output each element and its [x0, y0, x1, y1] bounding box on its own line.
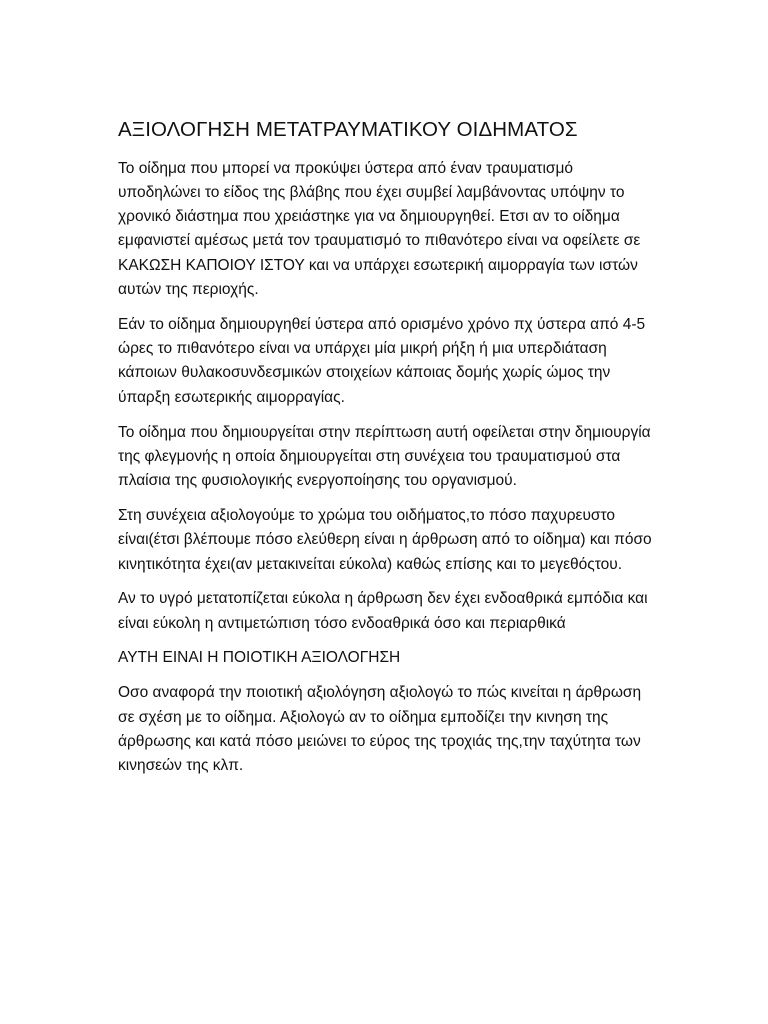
paragraph-qualitative-heading: ΑΥΤΗ ΕΙΝΑΙ Η ΠΟΙΟΤΙΚΗ ΑΞΙΟΛΟΓΗΣΗ	[118, 649, 401, 667]
document-page	[118, 118, 658, 789]
paragraph-qualitative-assessment: Οσο αναφορά την ποιοτική αξιολόγηση αξιολογώ το πώς κινείται η άρθρωση σε σχέση με το οίδημα. Αξιολογώ αν το οίδημα εμποδίζει την κινηση της άρθρωσης και κατά πόσο μειώνει το εύρος της τροχιάς της,την ταχύτητα των κινησεών της κλπ.	[118, 684, 642, 775]
paragraph-delayed-swelling: Εάν το οίδημα δημιουργηθεί ύστερα από ορισμένο χρόνο πχ ύστερα από 4-5 ώρες το πιθανότερο είναι να υπάρχει μία μικρή ρήξη ή μια υπερδιάταση κάποιων θυλακοσυνδεσμικών στοιχείων κάποιας δομής χωρίς ώμος την ύπαρξη εσωτερικής αιμορραγίας.	[118, 315, 646, 406]
paragraph-inflammation: Το οίδημα που δημιουργείται στην περίπτωση αυτή οφείλεται στην δημιουργία της φλεγμονής η οποία δημιουργείται στη συνέχεια του τραυματισμού στα πλαίσια της φυσιολογικής ενεργοποίησης του οργανισμού.	[118, 423, 651, 490]
paragraph-color-viscosity: Στη συνέχεια αξιολογούμε το χρώμα του οιδήματος,το πόσο παχυρευστο είναι(έτσι βλέπουμε πόσο ελεύθερη είναι η άρθρωση από το οίδημα) και πόσο κινητικότητα έχει(αν μετακινείται εύκολα) καθώς επίσης και το μεγεθόςτου.	[118, 506, 652, 573]
paragraph-immediate-swelling: Το οίδημα που μπορεί να προκύψει ύστερα από έναν τραυματισμό υποδηλώνει το είδος της βλάβης που έχει συμβεί λαμβάνοντας υπόψην το χρονικό διάστημα που χρειάστηκε για να δημιουργηθεί. Ετσι αν το οίδημα εμφανιστεί αμέσως μετά τον τραυματισμό το πιθανότερο είναι να οφείλετε σε ΚΑΚΩΣΗ ΚΑΠΟΙΟΥ ΙΣΤΟΥ και να υπάρχει εσωτερική αιμορραγία των ιστών αυτών της περιοχής.	[118, 159, 641, 299]
paragraph-fluid-movement: Αν το υγρό μετατοπίζεται εύκολα η άρθρωση δεν έχει ενδοαθρικά εμπόδια και είναι εύκολη η αντιμετώπιση τόσο ενδοαθρικά όσο και περιαρθικά	[118, 590, 648, 632]
document-title: ΑΞΙΟΛΟΓΗΣΗ ΜΕΤΑΤΡΑΥΜΑΤΙΚΟΥ ΟΙΔΗΜΑΤΟΣ	[118, 118, 578, 141]
